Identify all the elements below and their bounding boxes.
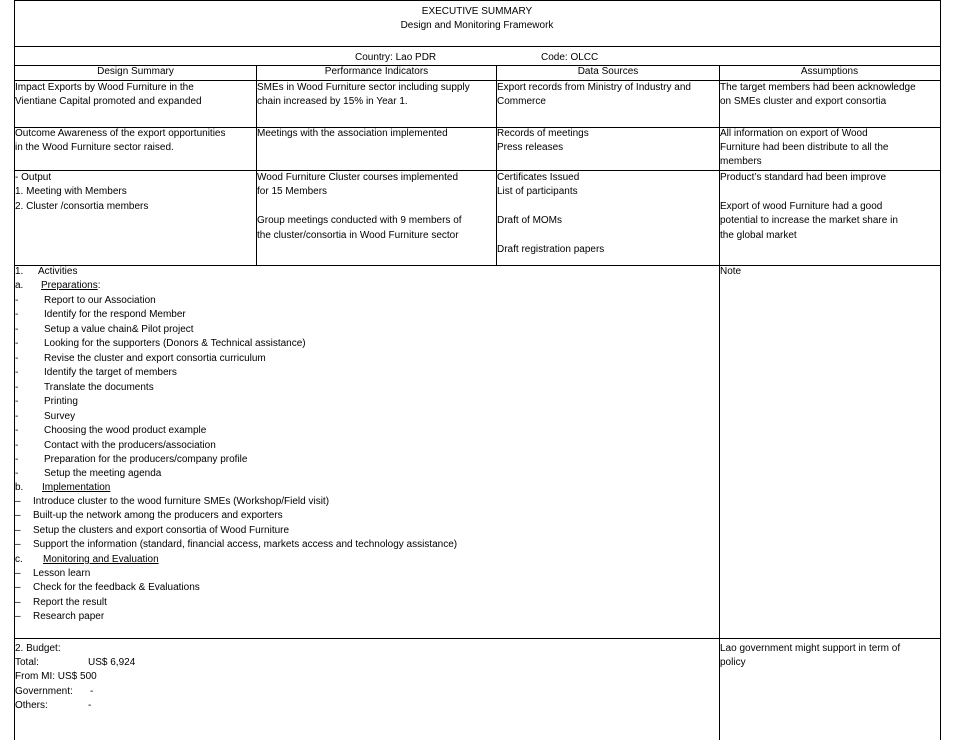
bullet-dash: – <box>15 539 21 551</box>
output-indicator-line: Wood Furniture Cluster courses implemented <box>257 172 459 183</box>
activities-note: Note <box>720 266 742 277</box>
bullet-dash: - <box>15 309 19 321</box>
row-divider <box>14 265 940 266</box>
outcome-source-line: Records of meetings <box>497 128 589 139</box>
preparation-item: Translate the documents <box>44 381 154 393</box>
budget-assumption-line: Lao government might support in term of <box>720 643 901 654</box>
outcome-assumption-line: members <box>720 156 762 167</box>
monitoring-heading: Monitoring and Evaluation <box>43 554 159 565</box>
monitoring-item: Report the result <box>33 596 107 608</box>
budget-others-label: Others: <box>15 700 48 711</box>
output-indicator-line: Group meetings conducted with 9 members of <box>257 215 462 226</box>
page-subtitle: Design and Monitoring Framework <box>400 20 554 31</box>
monitoring-letter: c. <box>15 554 23 565</box>
output-indicator-line: for 15 Members <box>257 186 328 197</box>
budget-total-value: US$ 6,924 <box>88 657 136 668</box>
bullet-dash: – <box>15 496 21 507</box>
budget-mi: From MI: US$ 500 <box>15 671 97 682</box>
activities-heading: Activities <box>38 266 78 277</box>
country-label: Country: Lao PDR <box>355 52 437 63</box>
outcome-design-line: Outcome Awareness of the export opportunities <box>15 128 226 139</box>
impact-source-line: Commerce <box>497 96 546 107</box>
bullet-dash: - <box>15 323 19 335</box>
column-header-performance-indicators: Performance Indicators <box>324 66 429 77</box>
output-assumption-line: potential to increase the market share in <box>720 215 898 226</box>
output-assumption-line: Export of wood Furniture had a good <box>720 201 883 212</box>
output-design-line: - Output <box>15 172 52 183</box>
output-design-line: 1. Meeting with Members <box>15 186 127 197</box>
preparation-item: Identify the target of members <box>44 367 177 379</box>
bullet-dash: - <box>15 352 19 364</box>
outcome-design-line: in the Wood Furniture sector raised. <box>15 142 174 153</box>
monitoring-item: Research paper <box>33 611 105 623</box>
bullet-dash: - <box>15 396 19 408</box>
impact-assumption-line: on SMEs cluster and export consortia <box>720 96 887 107</box>
bullet-dash: – <box>15 568 21 579</box>
activities-number: 1. <box>15 266 24 277</box>
impact-design-line: Impact Exports by Wood Furniture in the <box>15 82 194 93</box>
bullet-dash: - <box>15 338 19 350</box>
outcome-indicator-line: Meetings with the association implemented <box>257 128 448 139</box>
bullet-dash: - <box>15 295 19 306</box>
preparation-item: Setup the meeting agenda <box>44 468 162 480</box>
preparation-item: Contact with the producers/association <box>44 439 216 451</box>
output-design-line: 2. Cluster /consortia members <box>15 201 149 212</box>
preparations-letter: a. <box>15 280 24 291</box>
budget-government-value: - <box>90 686 94 697</box>
implementation-heading: Implementation <box>42 482 111 493</box>
row-divider <box>14 0 940 1</box>
impact-indicator-line: chain increased by 15% in Year 1. <box>257 96 408 107</box>
preparation-item: Preparation for the producers/company profile <box>44 453 248 465</box>
preparations-colon: : <box>97 280 101 291</box>
output-assumption-line: Product’s standard had been improve <box>720 172 887 183</box>
bullet-dash: – <box>15 611 21 623</box>
code-label: Code: OLCC <box>541 52 599 63</box>
bullet-dash: – <box>15 582 21 594</box>
preparation-item: Identify for the respond Member <box>44 309 186 321</box>
preparation-item: Choosing the wood product example <box>44 425 207 437</box>
bullet-dash: - <box>15 381 19 393</box>
outcome-source-line: Press releases <box>497 142 564 153</box>
output-source-line: Certificates Issued <box>497 172 580 183</box>
bullet-dash: - <box>15 439 19 451</box>
outcome-assumption-line: Furniture had been distribute to all the <box>720 142 889 153</box>
bullet-dash: - <box>15 425 19 437</box>
bullet-dash: - <box>15 410 19 422</box>
output-source-line: Draft registration papers <box>497 244 605 255</box>
impact-indicator-line: SMEs in Wood Furniture sector including supply <box>257 82 470 93</box>
budget-government-label: Government: <box>15 686 73 697</box>
preparation-item: Report to our Association <box>44 295 156 306</box>
impact-design-line: Vientiane Capital promoted and expanded <box>15 96 202 107</box>
monitoring-item: Check for the feedback & Evaluations <box>33 582 200 594</box>
bullet-dash: – <box>15 524 21 536</box>
row-divider <box>14 638 940 639</box>
output-source-line: Draft of MOMs <box>497 215 563 226</box>
column-header-data-sources: Data Sources <box>577 66 639 77</box>
output-indicator-line: the cluster/consortia in Wood Furniture sector <box>257 230 459 241</box>
budget-others-value: - <box>88 700 92 711</box>
bullet-dash: - <box>15 367 19 379</box>
impact-source-line: Export records from Ministry of Industry and <box>497 82 691 93</box>
bullet-dash: - <box>15 453 19 465</box>
budget-assumption-line: policy <box>720 657 746 668</box>
preparation-item: Survey <box>44 410 76 422</box>
outcome-assumption-line: All information on export of Wood <box>720 128 868 139</box>
output-assumption-line: the global market <box>720 230 797 241</box>
page-title: EXECUTIVE SUMMARY <box>421 6 533 17</box>
preparations-label: Preparations <box>41 280 98 291</box>
preparation-item: Printing <box>44 396 78 408</box>
implementation-item: Support the information (standard, financial access, markets access and technology assistance) <box>33 539 458 551</box>
output-source-line: List of participants <box>497 186 578 197</box>
implementation-letter: b. <box>15 482 24 493</box>
implementation-item: Setup the clusters and export consortia of Wood Furniture <box>33 524 290 536</box>
bullet-dash: - <box>15 468 19 480</box>
row-divider <box>14 46 940 47</box>
preparation-item: Revise the cluster and export consortia curriculum <box>44 352 266 364</box>
impact-assumption-line: The target members had been acknowledge <box>720 82 916 93</box>
column-header-assumptions: Assumptions <box>800 66 859 77</box>
budget-total-label: Total: <box>15 657 39 668</box>
monitoring-item: Lesson learn <box>33 568 91 579</box>
bullet-dash: – <box>15 510 21 522</box>
preparation-item: Looking for the supporters (Donors & Technical assistance) <box>44 338 306 350</box>
preparation-item: Setup a value chain& Pilot project <box>44 323 194 335</box>
bullet-dash: – <box>15 596 21 608</box>
column-header-design-summary: Design Summary <box>97 66 174 77</box>
implementation-item: Built-up the network among the producers and exporters <box>33 510 283 522</box>
budget-heading: 2. Budget: <box>15 643 61 654</box>
implementation-item: Introduce cluster to the wood furniture SMEs (Workshop/Field visit) <box>33 496 330 507</box>
preparations-heading <box>41 279 100 293</box>
